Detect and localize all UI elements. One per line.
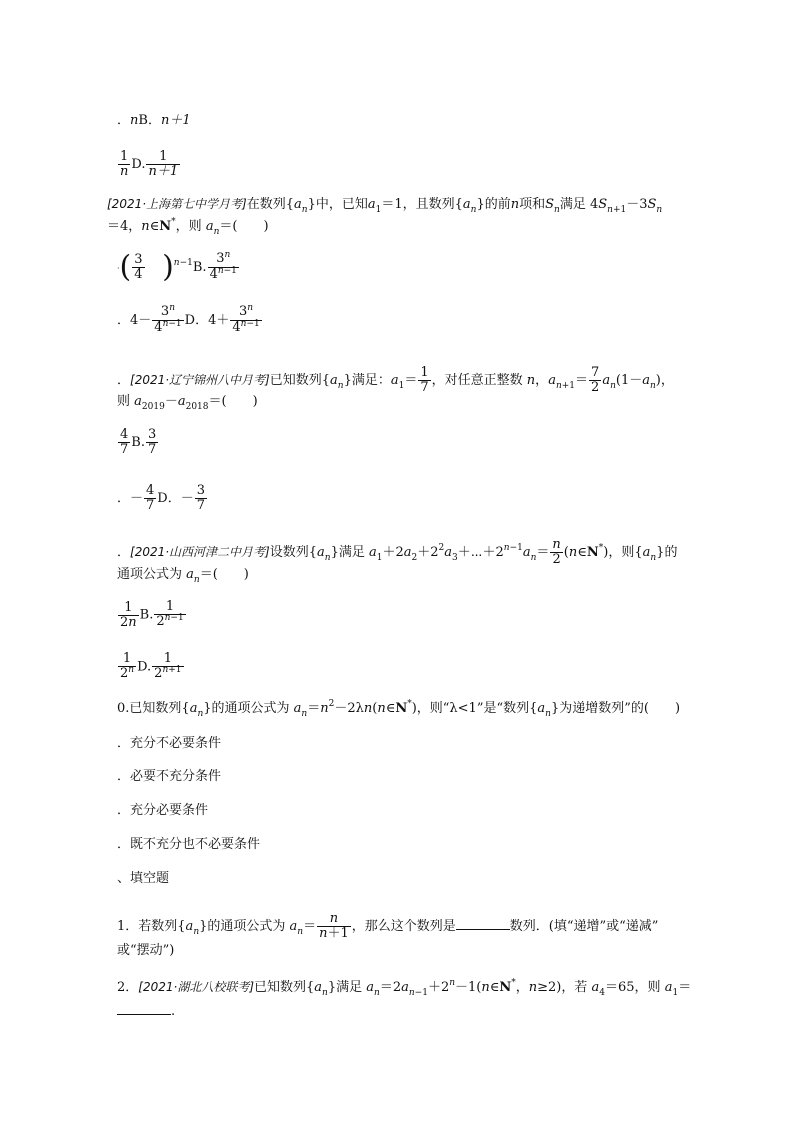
question-8-options-ab: $\frac{4}{7}$ B. $\frac{3}{7}$ bbox=[120, 427, 157, 457]
question-10-stem: 0.已知数列$\{a_n\}$的通项公式为 $a_n=n^2-2\lambda n(n\in N^*)$，则“λ<1”是“数列$\{a_n\}$为递增数列”的( ) bbox=[117, 699, 681, 719]
option-d-label: D． bbox=[157, 491, 181, 506]
question-8-stem-line2: 则 $a_{2019}-a_{2018}=$( ) bbox=[117, 394, 258, 412]
question-11-stem-line1: 1．若数列$\{a_n\}$的通项公式为 $a_n=$ $\frac{n}{n+1}$ ，那么这个数列是 数列．(填“递增”或“递减” bbox=[117, 911, 659, 941]
option-b-label: B. bbox=[192, 260, 207, 275]
question-8-source: [2021·辽宁锦州八中月考] bbox=[130, 373, 270, 387]
question-9-options-ab: $\frac{1}{2n}$ B. $\frac{1}{2^{n-1}}$ bbox=[120, 599, 184, 630]
option-d-label: D. bbox=[131, 157, 146, 172]
question-9-stem-line1: ．[2021·山西河津二中月考]设数列$\{a_n\}$满足 $a_1+2a_2+2^2a_3+\cdots+2^{n-1}a_n=$ $\frac{n}{2}$ (n∈N*)，则$\{a_n\}$的 bbox=[117, 537, 678, 567]
question-11-stem-line2: 或“摆动”) bbox=[117, 943, 175, 958]
question-9-source: [2021·山西河津二中月考] bbox=[130, 545, 270, 559]
question-10-option-a: ．充分不必要条件 bbox=[117, 736, 222, 751]
option-d-fraction: $\frac{1}{n+1}$ bbox=[148, 149, 179, 179]
question-10-option-c: ．充分必要条件 bbox=[117, 803, 209, 818]
question-7-source: [2021·上海第七中学月考] bbox=[107, 197, 247, 211]
question-9-stem-line2: 通项公式为 $a_n=$( ) bbox=[117, 567, 249, 585]
option-d-label: D． bbox=[184, 313, 209, 328]
question-7-options-cd: ．4－ $\frac{3^n}{4^{n-1}}$ D．4＋ $\frac{3^n}{4^{n-1}}$ bbox=[117, 303, 260, 335]
question-10-option-d: ．既不充分也不必要条件 bbox=[117, 837, 261, 852]
option-c-fraction: $\frac{1}{n}$ bbox=[120, 149, 129, 179]
question-10-option-b: ．必要不充分条件 bbox=[117, 769, 222, 784]
question-7-stem-line2: ＝4，n∈N*，则 $a_n=$( ) bbox=[107, 217, 269, 237]
question-12-stem-line1: 2．[2021·湖北八校联考]已知数列$\{a_n\}$满足 $a_n=2a_{n-1}+2^n-1(n\in N^*$，n≥2)，若 $a_4=65$，则 $a_1=$ bbox=[117, 978, 692, 998]
option-d-label: D. bbox=[137, 659, 152, 675]
option-b-label: B． bbox=[138, 113, 161, 128]
question-8-stem-line1: ．[2021·辽宁锦州八中月考]已知数列$\{a_n\}$满足：$a_1=$ $\frac{1}{7}$ ，对任意正整数 n，$a_{n+1}=$ $\frac{7}{2}$ $a_n(1-a_n)$， bbox=[117, 365, 674, 395]
option-b-label: B. bbox=[131, 435, 145, 450]
prev-question-options-ab: ．nB．n＋1 bbox=[117, 113, 191, 128]
question-8-options-cd: ．－ $\frac{4}{7}$ D．－ $\frac{3}{7}$ bbox=[117, 483, 206, 513]
question-12-stem-line2: . bbox=[117, 1002, 175, 1021]
question-12-number: 2． bbox=[117, 980, 139, 995]
answer-blank[interactable] bbox=[456, 917, 510, 930]
question-12-source: [2021·湖北八校联考] bbox=[138, 980, 254, 994]
option-a-text: n bbox=[130, 113, 139, 128]
question-7-stem-line1: [2021·上海第七中学月考]在数列$\{a_n\}$中，已知$a_1=1$，且数列$\{a_n\}$的前n项和$S_n$满足 $4S_{n+1}-3S_n$ bbox=[107, 197, 663, 215]
question-7-options-ab: ·( $\frac{3}{4}$ )$^{n-1}$B. $\frac{3^n}{4^{n-1}}$ bbox=[117, 249, 237, 285]
question-9-options-cd: $\frac{1}{2^n}$ D. $\frac{1}{2^{n+1}}$ bbox=[120, 651, 182, 681]
option-b-label: B. bbox=[139, 607, 154, 623]
section-title: 、填空题 bbox=[117, 871, 170, 886]
answer-blank[interactable] bbox=[117, 1002, 171, 1015]
prev-question-options-cd bbox=[117, 150, 181, 179]
option-b-text: n＋1 bbox=[160, 113, 191, 128]
